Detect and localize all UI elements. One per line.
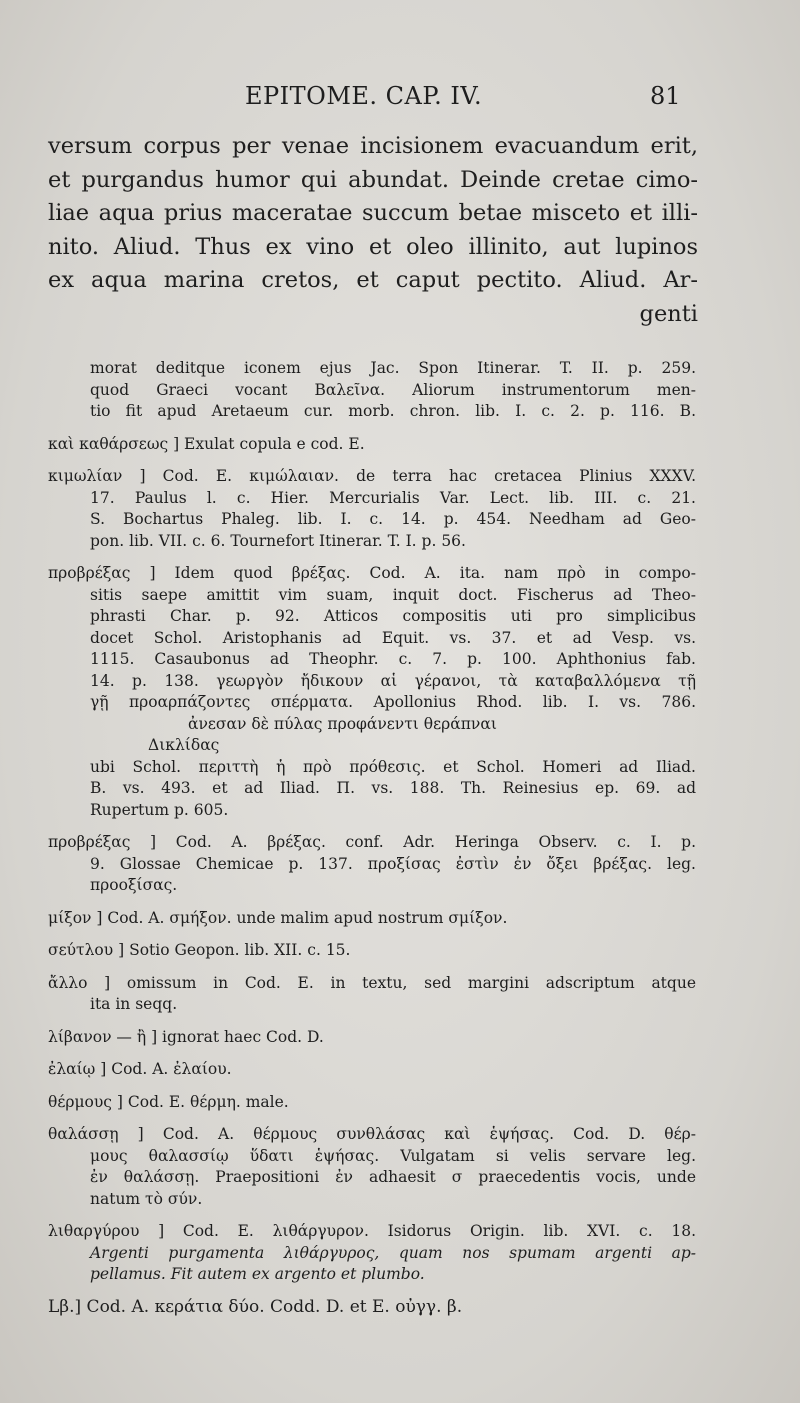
footnote-line: 9. Glossae Chemicae p. 137. προξίσας ἐστὶν ἐν ὄξει βρέξας. leg. <box>90 854 696 873</box>
footnote-line: Argenti purgamenta λιθάργυρος, quam nos spumam argenti ap- <box>90 1243 696 1262</box>
footnote-line: καὶ καθάρσεως ] Exulat copula e cod. E. <box>48 434 365 453</box>
footnote-entry <box>48 908 696 930</box>
footnote-line: Rupertum p. 605. <box>90 800 229 819</box>
footnote-entry <box>48 563 696 821</box>
footnote-entry <box>48 1092 696 1114</box>
footnote-line: tio fit apud Aretaeum cur. morb. chron. lib. I. c. 2. p. 116. B. <box>90 402 696 420</box>
footnote-entry <box>48 1221 696 1286</box>
footnote-entry <box>48 832 696 897</box>
footnote-line: ubi Schol. περιττὴ ἡ πρὸ πρόθεσις. et Schol. Homeri ad Iliad. <box>90 757 696 776</box>
footnote-line: Δικλίδας <box>148 736 220 754</box>
footnote-line: quod Graeci vocant Βαλεῖνα. Aliorum instrumentorum men- <box>90 380 696 399</box>
footnote-line: pon. lib. VII. c. 6. Tournefort Itinerar. T. I. p. 56. <box>90 531 466 550</box>
main-text-line: et purgandus humor qui abundat. Deinde cretae cimo- <box>48 166 698 193</box>
footnote-line: προβρέξας ] Cod. A. βρέξας. conf. Adr. Heringa Observ. c. I. p. <box>48 833 696 851</box>
footnote-line: pellamus. Fit autem ex argento et plumbo. <box>90 1265 425 1283</box>
footnote-line: λιθαργύρου ] Cod. E. λιθάργυρον. Isidorus Origin. lib. XVI. c. 18. <box>48 1222 696 1240</box>
footnote-line: προοξίσας. <box>90 876 178 894</box>
footnotes-block <box>48 358 696 1329</box>
footnote-entry <box>48 973 696 1016</box>
footnote-line: θέρμους ] Cod. E. θέρμη. male. <box>48 1092 289 1111</box>
footnote-line: morat deditque iconem ejus Jac. Spon Itinerar. T. II. p. 259. <box>90 359 696 377</box>
footnote-line: ἐλαίῳ ] Cod. A. ἐλαίου. <box>48 1060 232 1078</box>
footnote-line: Lβ.] Cod. A. κεράτια δύο. Codd. D. et E. οὐγγ. β. <box>48 1296 463 1317</box>
footnote-line: θαλάσσῃ ] Cod. A. θέρμους συνθλάσας καὶ ἑψήσας. Cod. D. θέρ- <box>48 1125 696 1143</box>
footnote-entry <box>48 1059 696 1081</box>
footnote-line: S. Bochartus Phaleg. lib. I. c. 14. p. 454. Needham ad Geo- <box>90 510 696 528</box>
footnote-line: natum τὸ σύν. <box>90 1189 203 1208</box>
main-text-line: nito. Aliud. Thus ex vino et oleo illinito, aut lupinos <box>48 233 698 260</box>
footnote-entry <box>48 940 696 962</box>
footnote-line: προβρέξας ] Idem quod βρέξας. Cod. A. ita. nam πρὸ in compo- <box>48 564 696 582</box>
footnote-line: docet Schol. Aristophanis ad Equit. vs. 37. et ad Vesp. vs. <box>90 628 696 647</box>
main-text-line: ex aqua marina cretos, et caput pectito. Aliud. Ar- <box>48 267 698 293</box>
footnote-entry <box>48 1297 696 1319</box>
main-text-line: versum corpus per venae incisionem evacuandum erit, <box>48 133 698 159</box>
footnote-line: ἀνεσαν δὲ πύλας προφάνεντι θεράπναι <box>188 714 497 733</box>
page-number: 81 <box>650 82 681 110</box>
footnote-line: ἄλλο ] omissum in Cod. E. in textu, sed margini adscriptum atque <box>48 973 696 992</box>
footnote-line: sitis saepe amittit vim suam, inquit doct. Fischerus ad Theo- <box>90 585 696 604</box>
footnote-line: σεύτλου ] Sotio Geopon. lib. XII. c. 15. <box>48 941 351 959</box>
running-head: EPITOME. CAP. IV. <box>245 82 483 110</box>
main-text-line: genti <box>639 300 698 327</box>
footnote-line: μους θαλασσίῳ ὕδατι ἑψήσας. Vulgatam si velis servare leg. <box>90 1146 696 1165</box>
footnote-line: γῇ προαρπάζοντες σπέρματα. Apollonius Rhod. lib. I. vs. 786. <box>90 693 696 711</box>
footnote-line: B. vs. 493. et ad Iliad. Π. vs. 188. Th. Reinesius ep. 69. ad <box>90 779 696 797</box>
footnote-line: ita in seqq. <box>90 995 178 1013</box>
footnote-line: κιμωλίαν ] Cod. E. κιμώλαιαν. de terra hac cretacea Plinius XXXV. <box>48 467 696 485</box>
footnote-line: μίξον ] Cod. A. σμήξον. unde malim apud nostrum σμίξον. <box>48 908 508 927</box>
footnote-line: phrasti Char. p. 92. Atticos compositis uti pro simplicibus <box>90 607 696 625</box>
page-header <box>0 82 800 118</box>
footnote-entry <box>48 1124 696 1210</box>
footnote-line: ἐν θαλάσσῃ. Praepositioni ἐν adhaesit σ praecedentis vocis, unde <box>90 1168 696 1186</box>
main-text-line: liae aqua prius maceratae succum betae misceto et illi- <box>48 200 698 226</box>
footnote-line: 1115. Casaubonus ad Theophr. c. 7. p. 100. Aphthonius fab. <box>90 650 696 668</box>
footnote-entry <box>48 1027 696 1049</box>
footnote-entry <box>48 466 696 552</box>
main-text-block <box>48 130 698 331</box>
footnote-entry <box>90 358 696 423</box>
footnote-line: λίβανον — ἢ ] ignorat haec Cod. D. <box>48 1027 324 1046</box>
footnote-line: 17. Paulus l. c. Hier. Mercurialis Var. Lect. lib. III. c. 21. <box>90 488 696 507</box>
footnote-line: 14. p. 138. γεωργὸν ἤδικουν αἱ γέρανοι, τὰ καταβαλλόμενα τῇ <box>90 671 696 690</box>
footnote-entry <box>48 434 696 456</box>
